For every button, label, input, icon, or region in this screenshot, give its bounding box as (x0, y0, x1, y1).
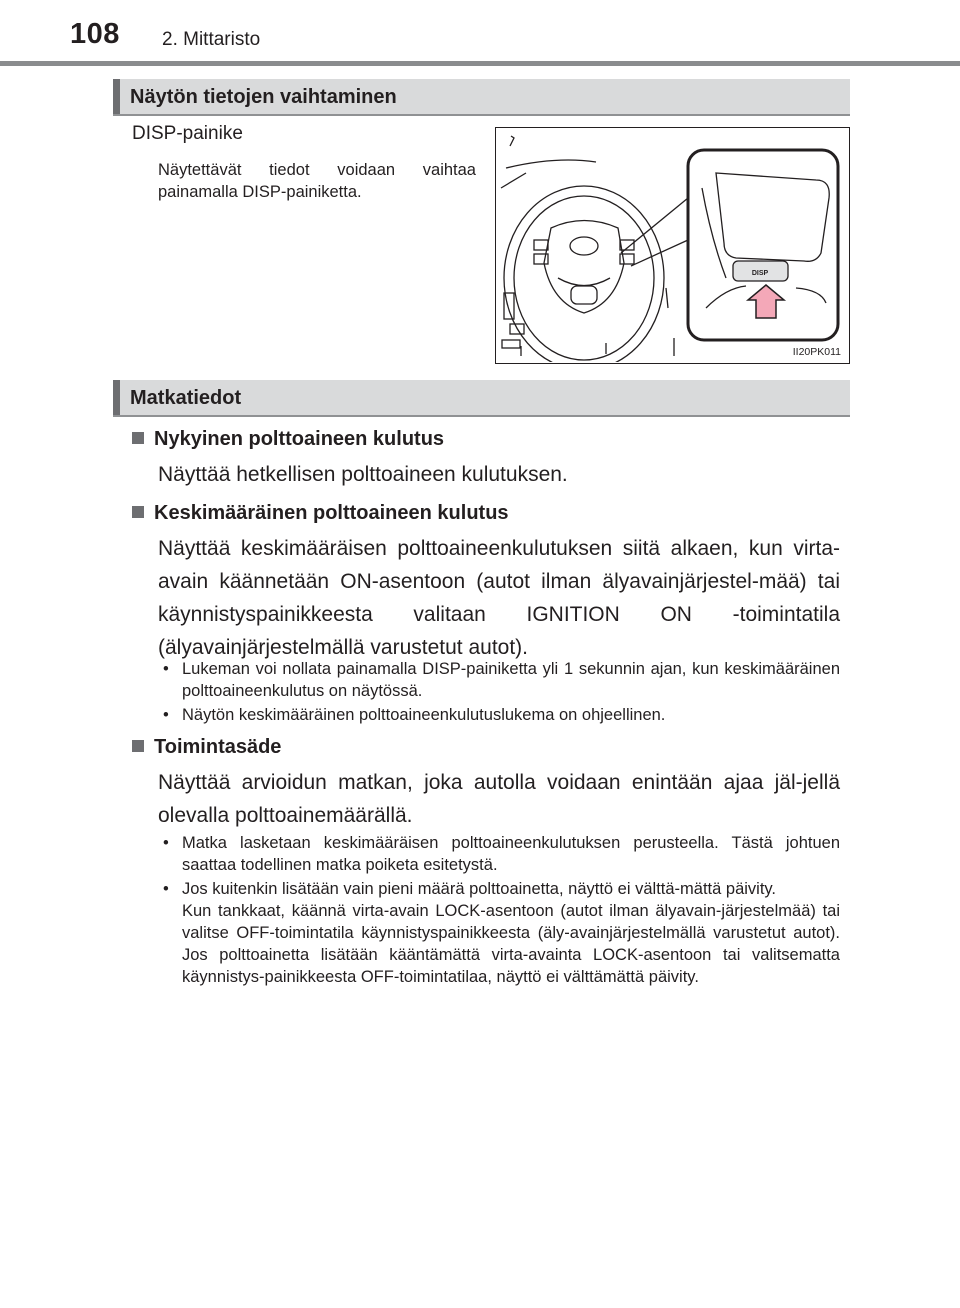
bullet-item: • Näytön keskimääräinen polttoaineenkulutuslukema on ohjeellinen. (163, 704, 840, 726)
chapter-title: 2. Mittaristo (162, 29, 261, 50)
section-header-display-switching (113, 79, 850, 116)
section-marker (113, 380, 120, 415)
disp-button-title: DISP-painike (132, 123, 243, 144)
figure-code: II20PK011 (792, 346, 841, 358)
paragraph-average-fuel: Näyttää keskimääräisen polttoaineenkulutuksen siitä alkaen, kun virta-avain käännetään ON-asentoon (autot ilman älyavainjärjestel-mää) tai käynnistyspainikkeesta valitaan IGNITION ON -toimintatila (älyavainjärjestelmällä varustetut autot). (158, 537, 840, 659)
subheading-text: Keskimääräinen polttoaineen kulutus (154, 502, 509, 524)
disp-button-label: DISP (751, 270, 769, 277)
subheading-text: Nykyinen polttoaineen kulutus (154, 428, 445, 450)
subheading-text: Toimintasäde (154, 736, 282, 758)
bullets-range (163, 832, 840, 990)
disp-button-description: Näytettävät tiedot voidaan vaihtaa painamalla DISP-painiketta. (158, 161, 476, 201)
paragraph-current-fuel: Näyttää hetkellisen polttoaineen kulutuksen. (158, 463, 568, 486)
bullet-extra-text: Kun tankkaat, käännä virta-avain LOCK-asentoon (autot ilman älyavain-järjestelmää) tai valitse OFF-toimintatila käynnistyspainikkeesta (äly-avainjärjestelmällä varustetut autot). Jos polttoainetta lisätään kääntämättä virta-avainta LOCK-asentoon tai valitsematta käynnistys-painikkeesta OFF-toimintatilaa, näyttö ei välttämättä päivity. (182, 902, 840, 986)
page-number: 108 (70, 18, 120, 50)
steering-wheel-illustration (495, 127, 850, 364)
steering-wheel-drawing (496, 128, 848, 362)
section-title: Matkatiedot (130, 387, 242, 409)
paragraph-range: Näyttää arvioidun matkan, joka autolla voidaan enintään ajaa jäl-jellä olevalla polttoainemäärällä. (158, 771, 840, 827)
section-marker (113, 79, 120, 114)
bullet-item (163, 878, 840, 988)
subheading-average-fuel (132, 502, 509, 525)
header-rule (0, 61, 960, 66)
section-header-trip-info (113, 380, 850, 417)
bullet-text: • Jos kuitenkin lisätään vain pieni määrä polttoainetta, näyttö ei välttä-mättä päivity. (182, 880, 777, 898)
bullets-average-fuel (163, 658, 840, 728)
subheading-current-fuel (132, 428, 444, 451)
square-bullet-icon (132, 432, 144, 444)
bullet-item: • Matka lasketaan keskimääräisen polttoaineenkulutuksen perusteella. Tästä johtuen saattaa todellinen matka poiketa esitetystä. (163, 832, 840, 876)
subheading-range (132, 736, 281, 759)
section-title: Näytön tietojen vaihtaminen (130, 86, 397, 108)
bullet-item: • Lukeman voi nollata painamalla DISP-painiketta yli 1 sekunnin ajan, kun keskimääräinen polttoaineenkulutus on näytössä. (163, 658, 840, 702)
square-bullet-icon (132, 740, 144, 752)
square-bullet-icon (132, 506, 144, 518)
